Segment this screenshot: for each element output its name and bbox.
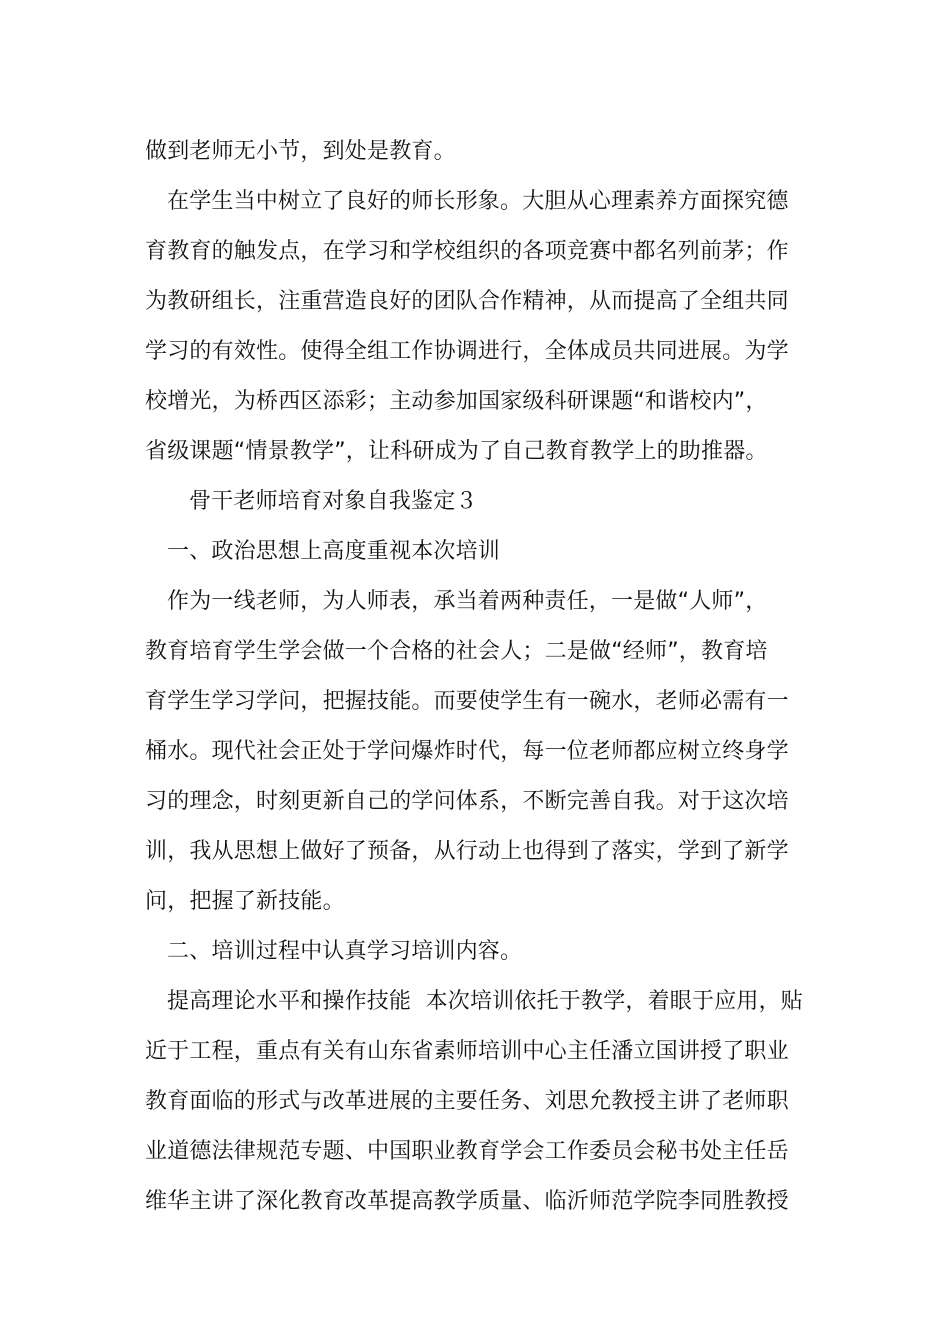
text-line: 做到老师无小节，到处是教育。 (145, 139, 456, 164)
text-line: 维华主讲了深化教育改革提高教学质量、临沂师范学院李同胜教授 (145, 1189, 789, 1214)
section-title: 骨干老师培育对象自我鉴定３ (189, 489, 478, 514)
text-line: 育教育的触发点，在学习和学校组织的各项竞赛中都名列前茅；作 (145, 239, 789, 264)
paragraph-start-line: 作为一线老师，为人师表，承当着两种责任，一是做“人师”， (167, 589, 768, 614)
text-line: 育学生学习学问，把握技能。而要使学生有一碗水，老师必需有一 (145, 689, 789, 714)
text-line: 近于工程，重点有关有山东省素师培训中心主任潘立国讲授了职业 (145, 1039, 789, 1064)
text-line: 省级课题“情景教学”，让科研成为了自己教育教学上的助推器。 (145, 439, 768, 464)
paragraph-start-line: 在学生当中树立了良好的师长形象。大胆从心理素养方面探究德 (167, 189, 789, 214)
section-heading: 一、政治思想上高度重视本次培训 (167, 539, 501, 564)
text-line: 教育面临的形式与改革进展的主要任务、刘思允教授主讲了老师职 (145, 1089, 789, 1114)
text-line: 教育培育学生学会做一个合格的社会人；二是做“经师”，教育培 (145, 639, 768, 664)
text-line: 训，我从思想上做好了预备，从行动上也得到了落实，学到了新学 (145, 839, 789, 864)
text-line: 校增光，为桥西区添彩；主动参加国家级科研课题“和谐校内”， (145, 389, 768, 414)
text-line: 为教研组长，注重营造良好的团队合作精神，从而提高了全组共同 (145, 289, 789, 314)
text-line: 问，把握了新技能。 (145, 889, 345, 914)
text-line: 习的理念，时刻更新自己的学问体系，不断完善自我。对于这次培 (145, 789, 789, 814)
text-line: 业道德法律规范专题、中国职业教育学会工作委员会秘书处主任岳 (145, 1139, 789, 1164)
text-line: 桶水。现代社会正处于学问爆炸时代，每一位老师都应树立终身学 (145, 739, 789, 764)
section-heading: 二、培训过程中认真学习培训内容。 (167, 939, 523, 964)
text-line: 学习的有效性。使得全组工作协调进行，全体成员共同进展。为学 (145, 339, 789, 364)
paragraph-start-line: 提高理论水平和操作技能 本次培训依托于教学，着眼于应用，贴 (167, 989, 803, 1014)
